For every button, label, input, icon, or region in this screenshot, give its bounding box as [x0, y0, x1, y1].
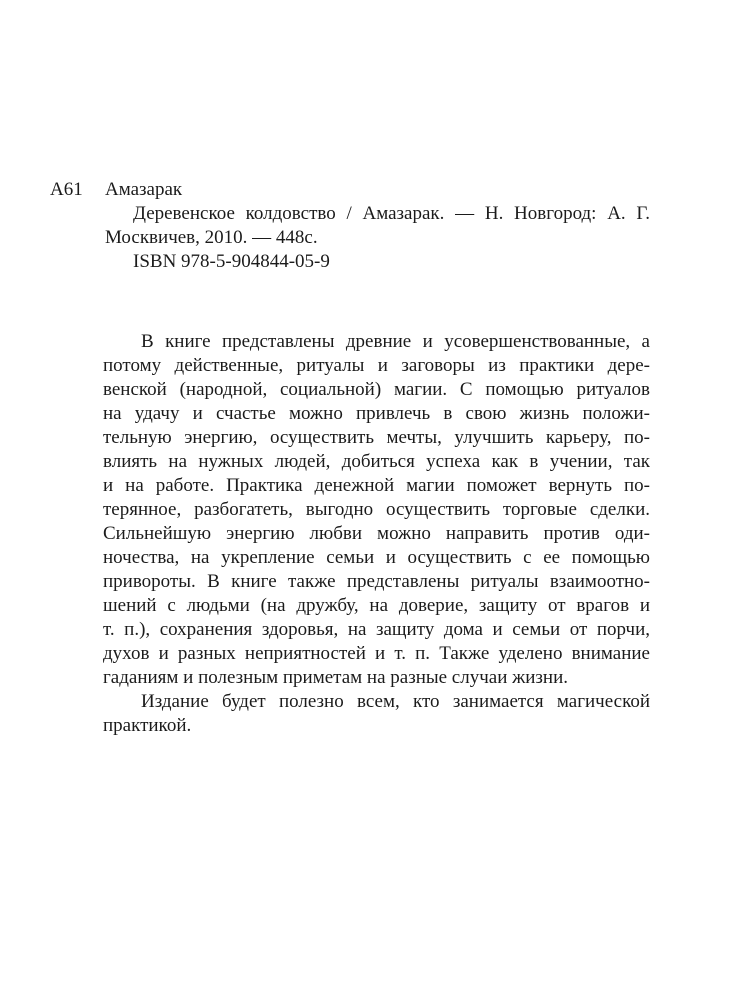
annotation-block — [103, 330, 650, 738]
annotation-line: Сильнейшую энергию любви можно направить против оди- — [103, 523, 650, 544]
annotation-line: т. п.), сохранения здоровья, на защиту дома и семьи от порчи, — [103, 619, 650, 640]
author-heading: Амазарак — [105, 179, 183, 200]
bibliographic-description-line: Деревенское колдовство / Амазарак. — Н. Новгород: А. Г. — [133, 203, 650, 224]
annotation-line: В книге представлены древние и усовершенствованные, а — [141, 331, 650, 352]
annotation-line: шений с людьми (на дружбу, на доверие, защиту от врагов и — [103, 595, 650, 616]
annotation-line: на удачу и счастье можно привлечь в свою жизнь положи- — [103, 403, 650, 424]
annotation-line: ночества, на укрепление семьи и осуществить с ее помощью — [103, 547, 650, 568]
annotation-line: потому действенные, ритуалы и заговоры из практики дере- — [103, 355, 650, 376]
bibliographic-block — [0, 178, 750, 274]
annotation-line: венской (народной, социальной) магии. С помощью ритуалов — [103, 379, 650, 400]
annotation-line: Издание будет полезно всем, кто занимается магической — [141, 691, 650, 712]
bibliographic-description-line: Москвичев, 2010. — 448с. — [105, 227, 318, 248]
annotation-line: влиять на нужных людей, добиться успеха как в учении, так — [103, 451, 650, 472]
bibliographic-heading-row — [0, 178, 750, 202]
annotation-line: терянное, разбогатеть, выгодно осуществить торговые сделки. — [103, 499, 650, 520]
author-mark: А61 — [50, 179, 83, 200]
isbn-line: ISBN 978-5-904844-05-9 — [133, 251, 330, 272]
annotation-line: привороты. В книге также представлены ритуалы взаимоотно- — [103, 571, 650, 592]
annotation-line: гаданиям и полезным приметам на разные случаи жизни. — [103, 667, 569, 688]
annotation-line: духов и разных неприятностей и т. п. Также уделено внимание — [103, 643, 650, 664]
annotation-line: тельную энергию, осуществить мечты, улучшить карьеру, по- — [103, 427, 650, 448]
annotation-line: и на работе. Практика денежной магии поможет вернуть по- — [103, 475, 650, 496]
annotation-line: практикой. — [103, 715, 192, 736]
